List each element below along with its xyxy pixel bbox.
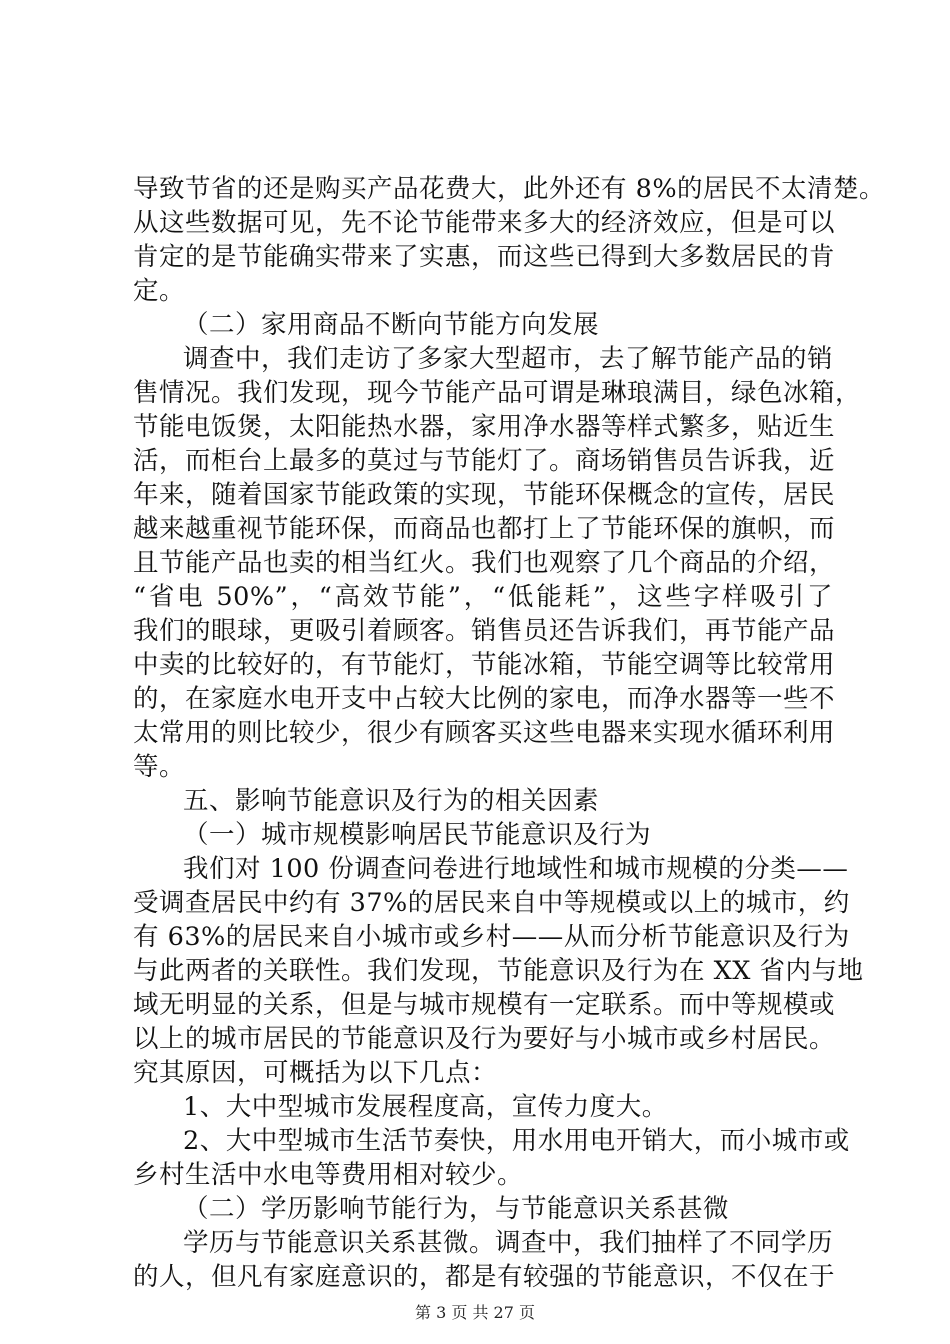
paragraph-first-line: 学历与节能意识关系甚微。调查中，我们抽样了不同学历 — [183, 1228, 834, 1258]
body-text-line: 太常用的则比较少，很少有顾客买这些电器来实现水循环利用 — [133, 718, 836, 748]
body-text-line: 越来越重视节能环保，而商品也都打上了节能环保的旗帜，而 — [133, 514, 836, 544]
chapter-heading: 五、影响节能意识及行为的相关因素 — [183, 786, 600, 816]
body-text-line: 售情况。我们发现，现今节能产品可谓是琳琅满目，绿色冰箱， — [133, 378, 862, 408]
body-text-line: 活，而柜台上最多的莫过与节能灯了。商场销售员告诉我，近 — [133, 446, 836, 476]
body-text-line: 我们的眼球，更吸引着顾客。销售员还告诉我们，再节能产品 — [133, 616, 836, 646]
body-text-line: 受调查居民中约有 37%的居民来自中等规模或以上的城市，约 — [133, 888, 850, 918]
body-text-line: 且节能产品也卖的相当红火。我们也观察了几个商品的介绍， — [133, 548, 836, 578]
body-text-line: 的人，但凡有家庭意识的，都是有较强的节能意识，不仅在于 — [133, 1262, 836, 1292]
list-item: 1、大中型城市发展程度高，宣传力度大。 — [183, 1092, 668, 1122]
body-text-line: “省电 50%”，“高效节能”，“低能耗”，这些字样吸引了 — [133, 582, 833, 612]
paragraph-first-line: 调查中，我们走访了多家大型超市，去了解节能产品的销 — [183, 344, 834, 374]
section-heading: （二）学历影响节能行为，与节能意识关系甚微 — [183, 1194, 730, 1224]
body-text-line: 从这些数据可见，先不论节能带来多大的经济效应，但是可以 — [133, 208, 836, 238]
body-text-line: 以上的城市居民的节能意识及行为要好与小城市或乡村居民。 — [133, 1024, 836, 1054]
body-text-line: 中卖的比较好的，有节能灯，节能冰箱，节能空调等比较常用 — [133, 650, 836, 680]
body-text-line: 肯定的是节能确实带来了实惠，而这些已得到大多数居民的肯 — [133, 242, 836, 272]
body-text-line: 有 63%的居民来自小城市或乡村——从而分析节能意识及行为 — [133, 922, 850, 952]
section-heading: （一）城市规模影响居民节能意识及行为 — [183, 820, 652, 850]
body-text-line: 与此两者的关联性。我们发现，节能意识及行为在 XX 省内与地 — [133, 956, 864, 986]
body-text-line: 定。 — [133, 276, 186, 306]
section-heading: （二）家用商品不断向节能方向发展 — [183, 310, 600, 340]
body-text-line: 究其原因，可概括为以下几点： — [133, 1058, 498, 1088]
body-text-line: 年来，随着国家节能政策的实现，节能环保概念的宣传，居民 — [133, 480, 836, 510]
body-text-line: 等。 — [133, 752, 186, 782]
body-text-line: 的，在家庭水电开支中占较大比例的家电，而净水器等一些不 — [133, 684, 836, 714]
page-footer: 第 3 页 共 27 页 — [415, 1303, 535, 1322]
body-text-line: 节能电饭煲，太阳能热水器，家用净水器等样式繁多，贴近生 — [133, 412, 836, 442]
paragraph-first-line: 我们对 100 份调查问卷进行地域性和城市规模的分类—— — [183, 854, 849, 884]
list-item: 2、大中型城市生活节奏快，用水用电开销大，而小城市或 — [183, 1126, 850, 1156]
body-text-line: 域无明显的关系，但是与城市规模有一定联系。而中等规模或 — [133, 990, 836, 1020]
body-text-line: 乡村生活中水电等费用相对较少。 — [133, 1160, 524, 1190]
body-text-line: 导致节省的还是购买产品花费大，此外还有 8%的居民不太清楚。 — [133, 174, 886, 204]
